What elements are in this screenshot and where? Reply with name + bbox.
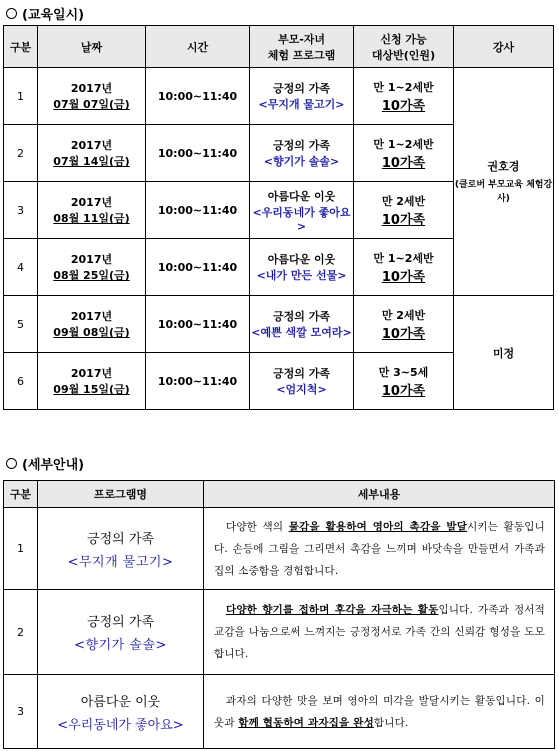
time-cell: 10:00~11:40 [146, 125, 250, 182]
schedule-row: 6 2017년 09월 15일(금) 10:00~11:40 긍정의 가족 <엄지척> 만 3~5세 10가족 [4, 353, 554, 410]
detail-description: 다양한 향기를 접하며 후각을 자극하는 활동입니다. 가족과 정서적 교감을 나눔으로써 느껴지는 긍정정서로 가족 간의 신뢰감 형성을 도모합니다. [204, 590, 555, 675]
program-cell: 긍정의 가족 <예쁜 색깔 모여라> [250, 296, 354, 353]
instructor-cell: 권호경 (클로버 부모교육 체험강사) [454, 68, 554, 296]
target-cell: 만 1~2세반 10가족 [354, 125, 454, 182]
header-details: 세부내용 [204, 481, 555, 508]
detail-row: 2 긍정의 가족 <향기가 솔솔> 다양한 향기를 접하며 후각을 자극하는 활동입니다. 가족과 정서적 교감을 나눔으로써 느껴지는 긍정정서로 가족 간의 신뢰감 형성을 도모합니다. [4, 590, 555, 675]
program-cell: 아름다운 이웃 <내가 만든 선물> [250, 239, 354, 296]
schedule-row: 5 2017년 09월 08일(금) 10:00~11:40 긍정의 가족 <예쁜 색깔 모여라> 만 2세반 10가족 미정 [4, 296, 554, 353]
date-cell: 2017년 07월 14일(금) [38, 125, 146, 182]
program-cell: 긍정의 가족 <엄지척> [250, 353, 354, 410]
schedule-row: 4 2017년 08월 25일(금) 10:00~11:40 아름다운 이웃 <내가 만든 선물> 만 1~2세반 10가족 [4, 239, 554, 296]
schedule-header-row [4, 26, 554, 68]
schedule-row: 2 2017년 07월 14일(금) 10:00~11:40 긍정의 가족 <향기가 솔솔> 만 1~2세반 10가족 [4, 125, 554, 182]
header-no: 구분 [4, 481, 38, 508]
header-program-name: 프로그램명 [38, 481, 204, 508]
time-cell: 10:00~11:40 [146, 239, 250, 296]
header-date: 날짜 [38, 26, 146, 68]
time-cell: 10:00~11:40 [146, 353, 250, 410]
program-name-cell: 긍정의 가족 <무지개 물고기> [38, 508, 204, 590]
date-cell: 2017년 08월 25일(금) [38, 239, 146, 296]
detail-header-row [4, 481, 555, 508]
schedule-table [3, 25, 554, 410]
header-program: 부모-자녀 체험 프로그램 [250, 26, 354, 68]
header-target: 신청 가능 대상반(인원) [354, 26, 454, 68]
detail-row: 1 긍정의 가족 <무지개 물고기> 다양한 색의 물감을 활용하여 영아의 촉감을 발달시키는 활동입니다. 손등에 그림을 그리면서 촉감을 느끼며 바닷속을 만들면서 가족과 집의 소중함을 경험합니다. [4, 508, 555, 590]
detail-description: 과자의 다양한 맛을 보며 영아의 미각을 발달시키는 활동입니다. 이웃과 함께 협동하여 과자집을 완성합니다. [204, 675, 555, 749]
program-cell: 아름다운 이웃 <우리동네가 좋아요> [250, 182, 354, 239]
detail-row: 3 아름다운 이웃 <우리동네가 좋아요> 과자의 다양한 맛을 보며 영아의 미각을 발달시키는 활동입니다. 이웃과 함께 협동하여 과자집을 완성합니다. [4, 675, 555, 749]
detail-table [3, 480, 555, 749]
date-cell: 2017년 09월 08일(금) [38, 296, 146, 353]
target-cell: 만 2세반 10가족 [354, 182, 454, 239]
date-cell: 2017년 07월 07일(금) [38, 68, 146, 125]
program-name-cell: 아름다운 이웃 <우리동네가 좋아요> [38, 675, 204, 749]
instructor-cell: 미정 [454, 296, 554, 410]
header-no: 구분 [4, 26, 38, 68]
time-cell: 10:00~11:40 [146, 68, 250, 125]
circle-bullet-icon [6, 458, 17, 469]
date-cell: 2017년 08월 11일(금) [38, 182, 146, 239]
header-instructor: 강사 [454, 26, 554, 68]
target-cell: 만 2세반 10가족 [354, 296, 454, 353]
schedule-row: 3 2017년 08월 11일(금) 10:00~11:40 아름다운 이웃 <우리동네가 좋아요> 만 2세반 10가족 [4, 182, 554, 239]
program-cell: 긍정의 가족 <향기가 솔솔> [250, 125, 354, 182]
program-cell: 긍정의 가족 <무지개 물고기> [250, 68, 354, 125]
target-cell: 만 1~2세반 10가족 [354, 239, 454, 296]
header-time: 시간 [146, 26, 250, 68]
target-cell: 만 1~2세반 10가족 [354, 68, 454, 125]
detail-section-title: (세부안내) [6, 454, 84, 473]
detail-description: 다양한 색의 물감을 활용하여 영아의 촉감을 발달시키는 활동입니다. 손등에 그림을 그리면서 촉감을 느끼며 바닷속을 만들면서 가족과 집의 소중함을 경험합니다. [204, 508, 555, 590]
date-cell: 2017년 09월 15일(금) [38, 353, 146, 410]
program-name-cell: 긍정의 가족 <향기가 솔솔> [38, 590, 204, 675]
schedule-section-title: (교육일시) [6, 4, 84, 23]
time-cell: 10:00~11:40 [146, 182, 250, 239]
schedule-row: 1 2017년 07월 07일(금) 10:00~11:40 긍정의 가족 <무지개 물고기> 만 1~2세반 10가족 권호경 (클로버 부모교육 체험강사) [4, 68, 554, 125]
circle-bullet-icon [6, 8, 17, 19]
time-cell: 10:00~11:40 [146, 296, 250, 353]
target-cell: 만 3~5세 10가족 [354, 353, 454, 410]
